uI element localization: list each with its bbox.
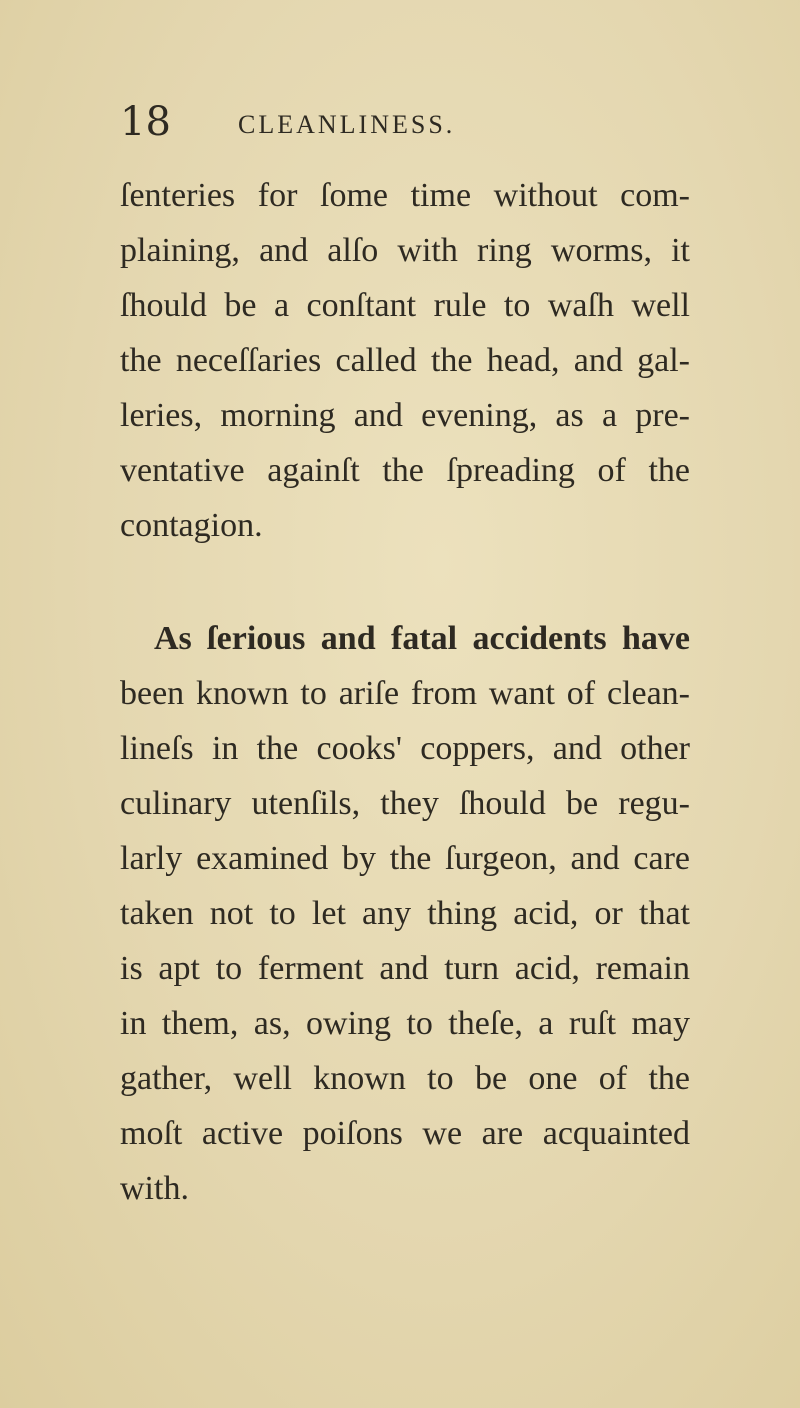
text-line: culinary utenſils, they ſhould be regu- (120, 785, 690, 822)
text-line: ventative againſt the ſpreading of the (120, 452, 690, 489)
text-line: As ſerious and fatal accidents have (154, 620, 690, 657)
text-line: gather, well known to be one of the (120, 1060, 690, 1097)
text-line: lineſs in the cooks' coppers, and other (120, 730, 690, 767)
text-line: plaining, and alſo with ring worms, it (120, 232, 690, 269)
paragraph-1 (120, 168, 690, 553)
page-header (120, 92, 680, 152)
text-line: with. (120, 1170, 189, 1207)
text-line: taken not to let any thing acid, or that (120, 895, 690, 932)
running-head: CLEANLINESS. (238, 110, 456, 139)
text-line: in them, as, owing to theſe, a ruſt may (120, 1005, 690, 1042)
text-line: larly examined by the ſurgeon, and care (120, 840, 690, 877)
paragraph-gap (120, 553, 690, 611)
text-line: ſenteries for ſome time without com- (120, 177, 690, 214)
page-number: 18 (120, 99, 171, 145)
paragraph-2 (120, 611, 690, 1271)
text-line: the neceſſaries called the head, and gal- (120, 342, 690, 379)
text-line: is apt to ferment and turn acid, remain (120, 950, 690, 987)
text-line: moſt active poiſons we are acquainted (120, 1115, 690, 1152)
text-line: been known to ariſe from want of clean- (120, 675, 690, 712)
text-line: leries, morning and evening, as a pre- (120, 397, 690, 434)
text-line: contagion. (120, 507, 263, 544)
body-text (120, 168, 690, 1271)
text-line: ſhould be a conſtant rule to waſh well (120, 287, 690, 324)
text-line (120, 1216, 690, 1271)
